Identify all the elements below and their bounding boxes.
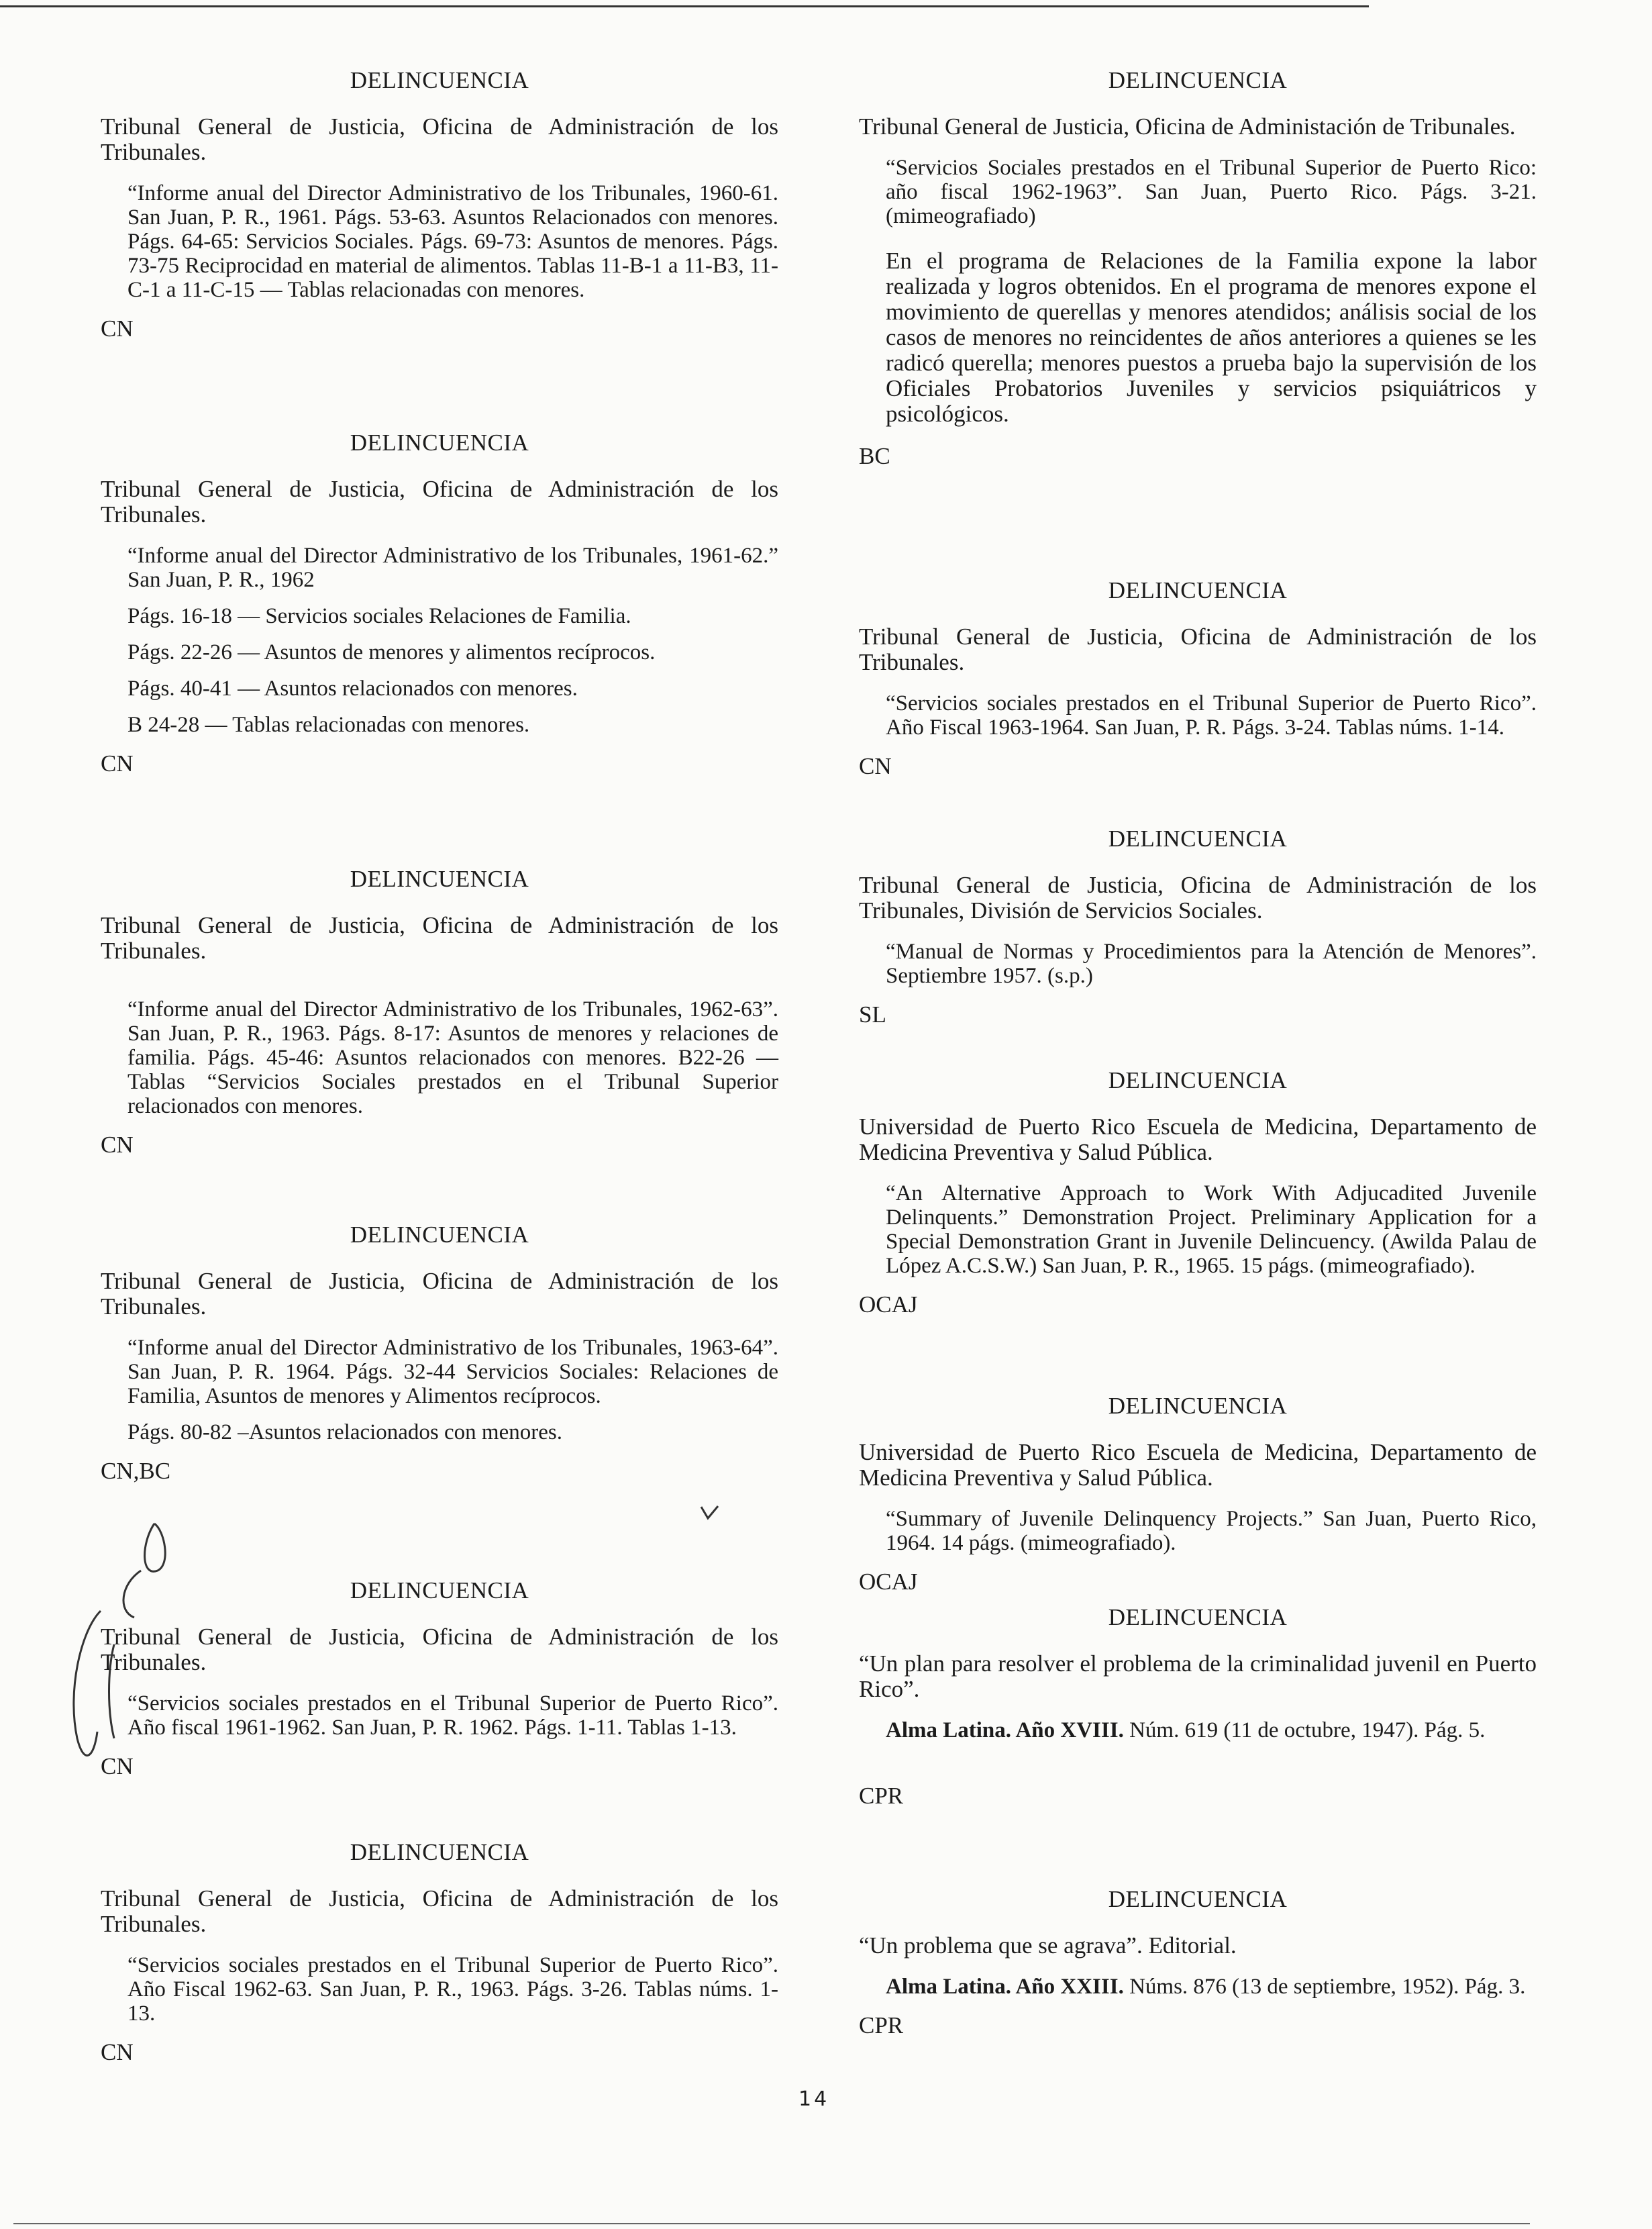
bibliography-entry (101, 67, 778, 342)
entry-author: Universidad de Puerto Rico Escuela de Medicina, Departamento de Medicina Preventiva y Salud Pública. (859, 1439, 1537, 1491)
entry-heading: DELINCUENCIA (1108, 1886, 1288, 1912)
entry-author: “Un problema que se agrava”. Editorial. (859, 1932, 1237, 1959)
location-code: CN (101, 1132, 134, 1158)
bibliography-entry (859, 1393, 1537, 1595)
entry-author: Tribunal General de Justicia, Oficina de Administración de los Tribunales. (101, 1885, 778, 1937)
entry-heading: DELINCUENCIA (1108, 826, 1288, 852)
entry-author: Tribunal General de Justicia, Oficina de Administración de los Tribunales. (101, 476, 778, 528)
bibliography-entry (859, 1604, 1537, 1810)
entry-text: “Informe anual del Director Administrativo de los Tribunales, 1962-63”. San Juan, P. R., 1963. Págs. 8-17: Asuntos de menores y relaciones de familia. Págs. 45-46: Asuntos relacionados con menores. B22-26 — Tablas “Servicios Sociales prestados en el Tribunal Superior relacionados con menores. (127, 997, 778, 1118)
page-number: 14 (798, 2087, 830, 2111)
entry-heading: DELINCUENCIA (350, 67, 529, 93)
entry-text: “Informe anual del Director Administrativo de los Tribunales, 1960-61. San Juan, P. R., 1961. Págs. 53-63. Asuntos Relacionados con menores. Págs. 64-65: Servicios Sociales. Págs. 69-73: Asuntos de menores. Págs. 73-75 Reciprocidad en material de alimentos. Tablas 11-B-1 a 11-B3, 11-C-1 a 11-C-15 — Tablas relacionadas con menores. (127, 181, 778, 302)
location-code: OCAJ (859, 1569, 918, 1595)
entry-heading: DELINCUENCIA (1108, 67, 1288, 93)
entry-text: “An Alternative Approach to Work With Adjucadited Juvenile Delinquents.” Demonstration Project. Preliminary Application for a Special Demonstration Grant in Juvenile Delincuency. (Awilda Palau de López A.C.S.W.) San Juan, P. R., 1965. 15 págs. (mimeografiado). (886, 1181, 1537, 1278)
location-code: CN,BC (101, 1458, 171, 1484)
handwritten-mark-icon (40, 1517, 174, 1772)
bibliography-entry (101, 430, 778, 777)
entry-heading: DELINCUENCIA (1108, 1393, 1288, 1419)
bottom-rule (13, 2223, 1530, 2224)
location-code: CPR (859, 2012, 904, 2038)
entry-heading: DELINCUENCIA (350, 1222, 529, 1248)
entry-heading: DELINCUENCIA (350, 1577, 529, 1603)
entry-heading: DELINCUENCIA (350, 430, 529, 456)
entry-author: “Un plan para resolver el problema de la criminalidad juvenil en Puerto Rico”. (859, 1650, 1537, 1702)
location-code: CN (859, 753, 892, 779)
bibliography-entry (859, 1886, 1537, 2039)
entry-text: “Summary of Juvenile Delinquency Projects.” San Juan, Puerto Rico, 1964. 14 págs. (mimeografiado). (886, 1507, 1537, 1555)
entry-author: Tribunal General de Justicia, Oficina de Administración de los Tribunales. (101, 1624, 778, 1675)
entry-text: “Servicios Sociales prestados en el Tribunal Superior de Puerto Rico: año fiscal 1962-1963”. San Juan, Puerto Rico. Págs. 3-21. (mimeografiado) (886, 156, 1537, 228)
bibliography-entry (859, 1067, 1537, 1318)
entry-text: “Manual de Normas y Procedimientos para la Atención de Menores”. Septiembre 1957. (s.p.) (886, 940, 1537, 988)
bibliography-entry (101, 1839, 778, 2066)
location-code: CN (101, 750, 134, 777)
entry-heading: DELINCUENCIA (1108, 577, 1288, 603)
location-code: OCAJ (859, 1291, 918, 1318)
entry-author: Tribunal General de Justicia, Oficina de Administración de los Tribunales. (101, 912, 778, 964)
entry-author: Tribunal General de Justicia, Oficina de Administración de los Tribunales. (101, 1268, 778, 1320)
journal-title: Alma Latina. Año XVIII. (886, 1718, 1124, 1742)
journal-title: Alma Latina. Año XXIII. (886, 1975, 1124, 1999)
entry-heading: DELINCUENCIA (350, 1839, 529, 1865)
entry-text: “Informe anual del Director Administrativo de los Tribunales, 1961-62.” San Juan, P. R., 1962 (127, 544, 778, 592)
entry-annotation: En el programa de Relaciones de la Familia expone la labor realizada y logros obtenidos. En el programa de menores expone el movimiento de querellas y menores atendidos; análisis social de los casos de menores no reincidentes de años anteriores a quienes se les radicó querella; menores puestos a prueba bajo la supervisión de los Oficiales Probatorios Juveniles y servicios psiquiátricos y psicológicos. (886, 248, 1537, 427)
bibliography-entry (859, 67, 1537, 470)
entry-source (886, 1718, 1537, 1742)
entry-text: B 24-28 — Tablas relacionadas con menores. (127, 713, 530, 737)
bibliography-entry (101, 1222, 778, 1485)
location-code: BC (859, 443, 890, 469)
entry-author: Tribunal General de Justicia, Oficina de Administración de los Tribunales, División de Servicios Sociales. (859, 872, 1537, 924)
tick-mark-icon (698, 1503, 725, 1524)
top-rule (0, 5, 1369, 7)
journal-details: Núms. 876 (13 de septiembre, 1952). Pág. 3. (1123, 1975, 1526, 1999)
entry-heading: DELINCUENCIA (1108, 1604, 1288, 1630)
entry-author: Tribunal General de Justicia, Oficina de Administación de Tribunales. (859, 113, 1516, 140)
entry-heading: DELINCUENCIA (1108, 1067, 1288, 1093)
journal-details: Núm. 619 (11 de octubre, 1947). Pág. 5. (1123, 1718, 1486, 1742)
location-code: CN (101, 2039, 134, 2065)
entry-text: “Servicios sociales prestados en el Tribunal Superior de Puerto Rico”. Año Fiscal 1962-63. San Juan, P. R., 1963. Págs. 3-26. Tablas núms. 1-13. (127, 1953, 778, 2026)
entry-text: Págs. 80-82 –Asuntos relacionados con menores. (127, 1420, 562, 1444)
location-code: CPR (859, 1783, 904, 1809)
entry-author: Tribunal General de Justicia, Oficina de Administración de los Tribunales. (101, 113, 778, 165)
location-code: CN (101, 1753, 134, 1779)
bibliography-entry (859, 826, 1537, 1028)
entry-heading: DELINCUENCIA (350, 866, 529, 892)
bibliography-entry (859, 577, 1537, 780)
bibliography-entry (101, 1577, 778, 1780)
entry-text: “Servicios sociales prestados en el Tribunal Superior de Puerto Rico”. Año Fiscal 1963-1964. San Juan, P. R. Págs. 3-24. Tablas núms. 1-14. (886, 691, 1537, 740)
location-code: SL (859, 1001, 886, 1028)
entry-text: Págs. 22-26 — Asuntos de menores y alimentos recíprocos. (127, 640, 656, 664)
bibliography-entry (101, 866, 778, 1158)
entry-author: Tribunal General de Justicia, Oficina de Administración de los Tribunales. (859, 624, 1537, 675)
entry-text: “Informe anual del Director Administrativo de los Tribunales, 1963-64”. San Juan, P. R. 1964. Págs. 32-44 Servicios Sociales: Relaciones de Familia, Asuntos de menores y Alimentos recíprocos. (127, 1336, 778, 1408)
entry-text: Págs. 16-18 — Servicios sociales Relaciones de Familia. (127, 604, 631, 628)
location-code: CN (101, 315, 134, 342)
entry-text: “Servicios sociales prestados en el Tribunal Superior de Puerto Rico”. Año fiscal 1961-1962. San Juan, P. R. 1962. Págs. 1-11. Tablas 1-13. (127, 1691, 778, 1740)
entry-author: Universidad de Puerto Rico Escuela de Medicina, Departamento de Medicina Preventiva y Salud Pública. (859, 1113, 1537, 1165)
entry-source (886, 1975, 1537, 1999)
entry-text: Págs. 40-41 — Asuntos relacionados con menores. (127, 677, 578, 701)
